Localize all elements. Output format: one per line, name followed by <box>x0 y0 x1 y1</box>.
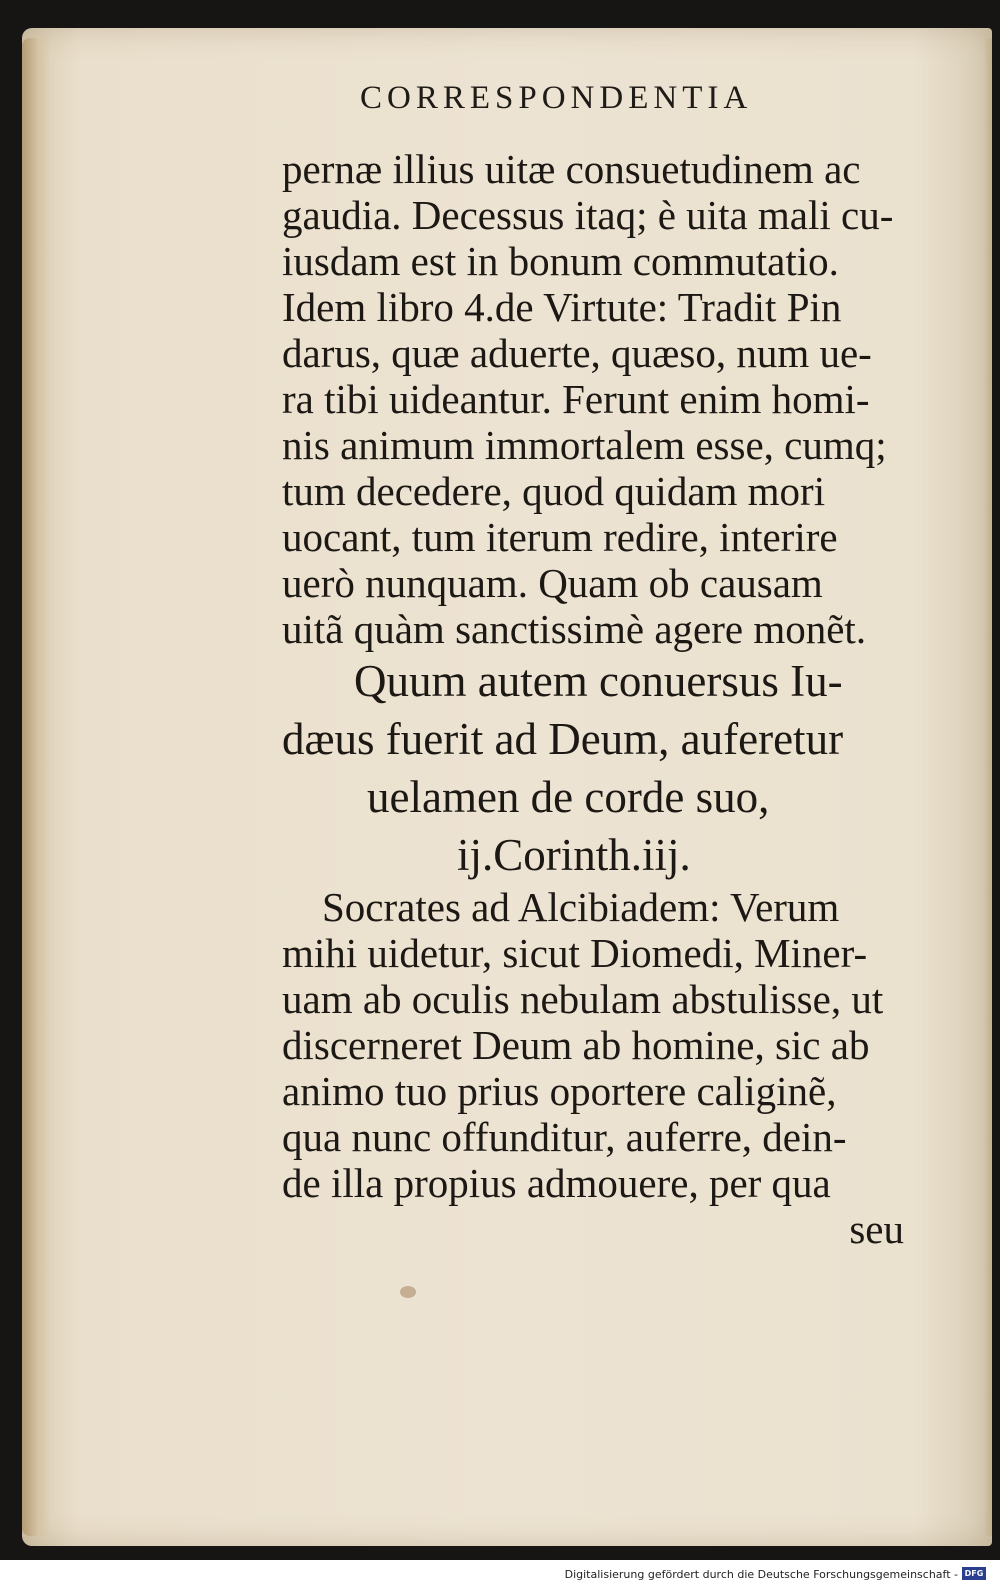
catchword: seu <box>849 1206 904 1252</box>
text-line: de illa propius admouere, per qua <box>282 1160 831 1206</box>
text-line: uitã quàm sanctissimè agere monẽt. <box>282 606 867 652</box>
scripture-reference: ij.Corinth.iij. <box>457 830 691 880</box>
section-heading-line: Quum autem conuersus Iu- <box>354 656 843 706</box>
text-line: tum decedere, quod quidam mori <box>282 468 826 514</box>
running-head: CORRESPONDENTIA <box>360 80 753 116</box>
paper-stain <box>400 1286 416 1298</box>
text-line: pernæ illius uitæ consuetudinem ac <box>282 146 861 192</box>
text-line: mihi uidetur, sicut Diomedi, Miner- <box>282 930 868 976</box>
funding-notice: Digitalisierung gefördert durch die Deutsche Forschungsgemeinschaft - <box>564 1568 958 1581</box>
dfg-logo: DFG <box>962 1567 986 1580</box>
text-line: uerò nunquam. Quam ob causam <box>282 560 823 606</box>
section-heading-line: dæus fuerit ad Deum, auferetur <box>282 714 844 764</box>
text-line: gaudia. Decessus itaq; è uita mali cu- <box>282 192 894 238</box>
text-line: discerneret Deum ab homine, sic ab <box>282 1022 870 1068</box>
text-line: ra tibi uideantur. Ferunt enim homi- <box>282 376 870 422</box>
text-line: qua nunc offunditur, auferre, dein- <box>282 1114 847 1160</box>
text-line: Idem libro 4.de Virtute: Tradit Pin <box>282 284 842 330</box>
text-line: iusdam est in bonum commutatio. <box>282 238 839 284</box>
text-line: Socrates ad Alcibiadem: Verum <box>322 884 840 930</box>
text-line: uocant, tum iterum redire, interire <box>282 514 838 560</box>
section-heading-line: uelamen de corde suo, <box>367 772 770 822</box>
text-line: darus, quæ aduerte, quæso, num ue- <box>282 330 872 376</box>
text-line: uam ab oculis nebulam abstulisse, ut <box>282 976 884 1022</box>
page-body <box>282 146 912 1252</box>
text-line: animo tuo prius oportere caliginẽ, <box>282 1068 837 1114</box>
digitization-footer <box>0 1560 1000 1588</box>
text-line: nis animum immortalem esse, cumq; <box>282 422 887 468</box>
